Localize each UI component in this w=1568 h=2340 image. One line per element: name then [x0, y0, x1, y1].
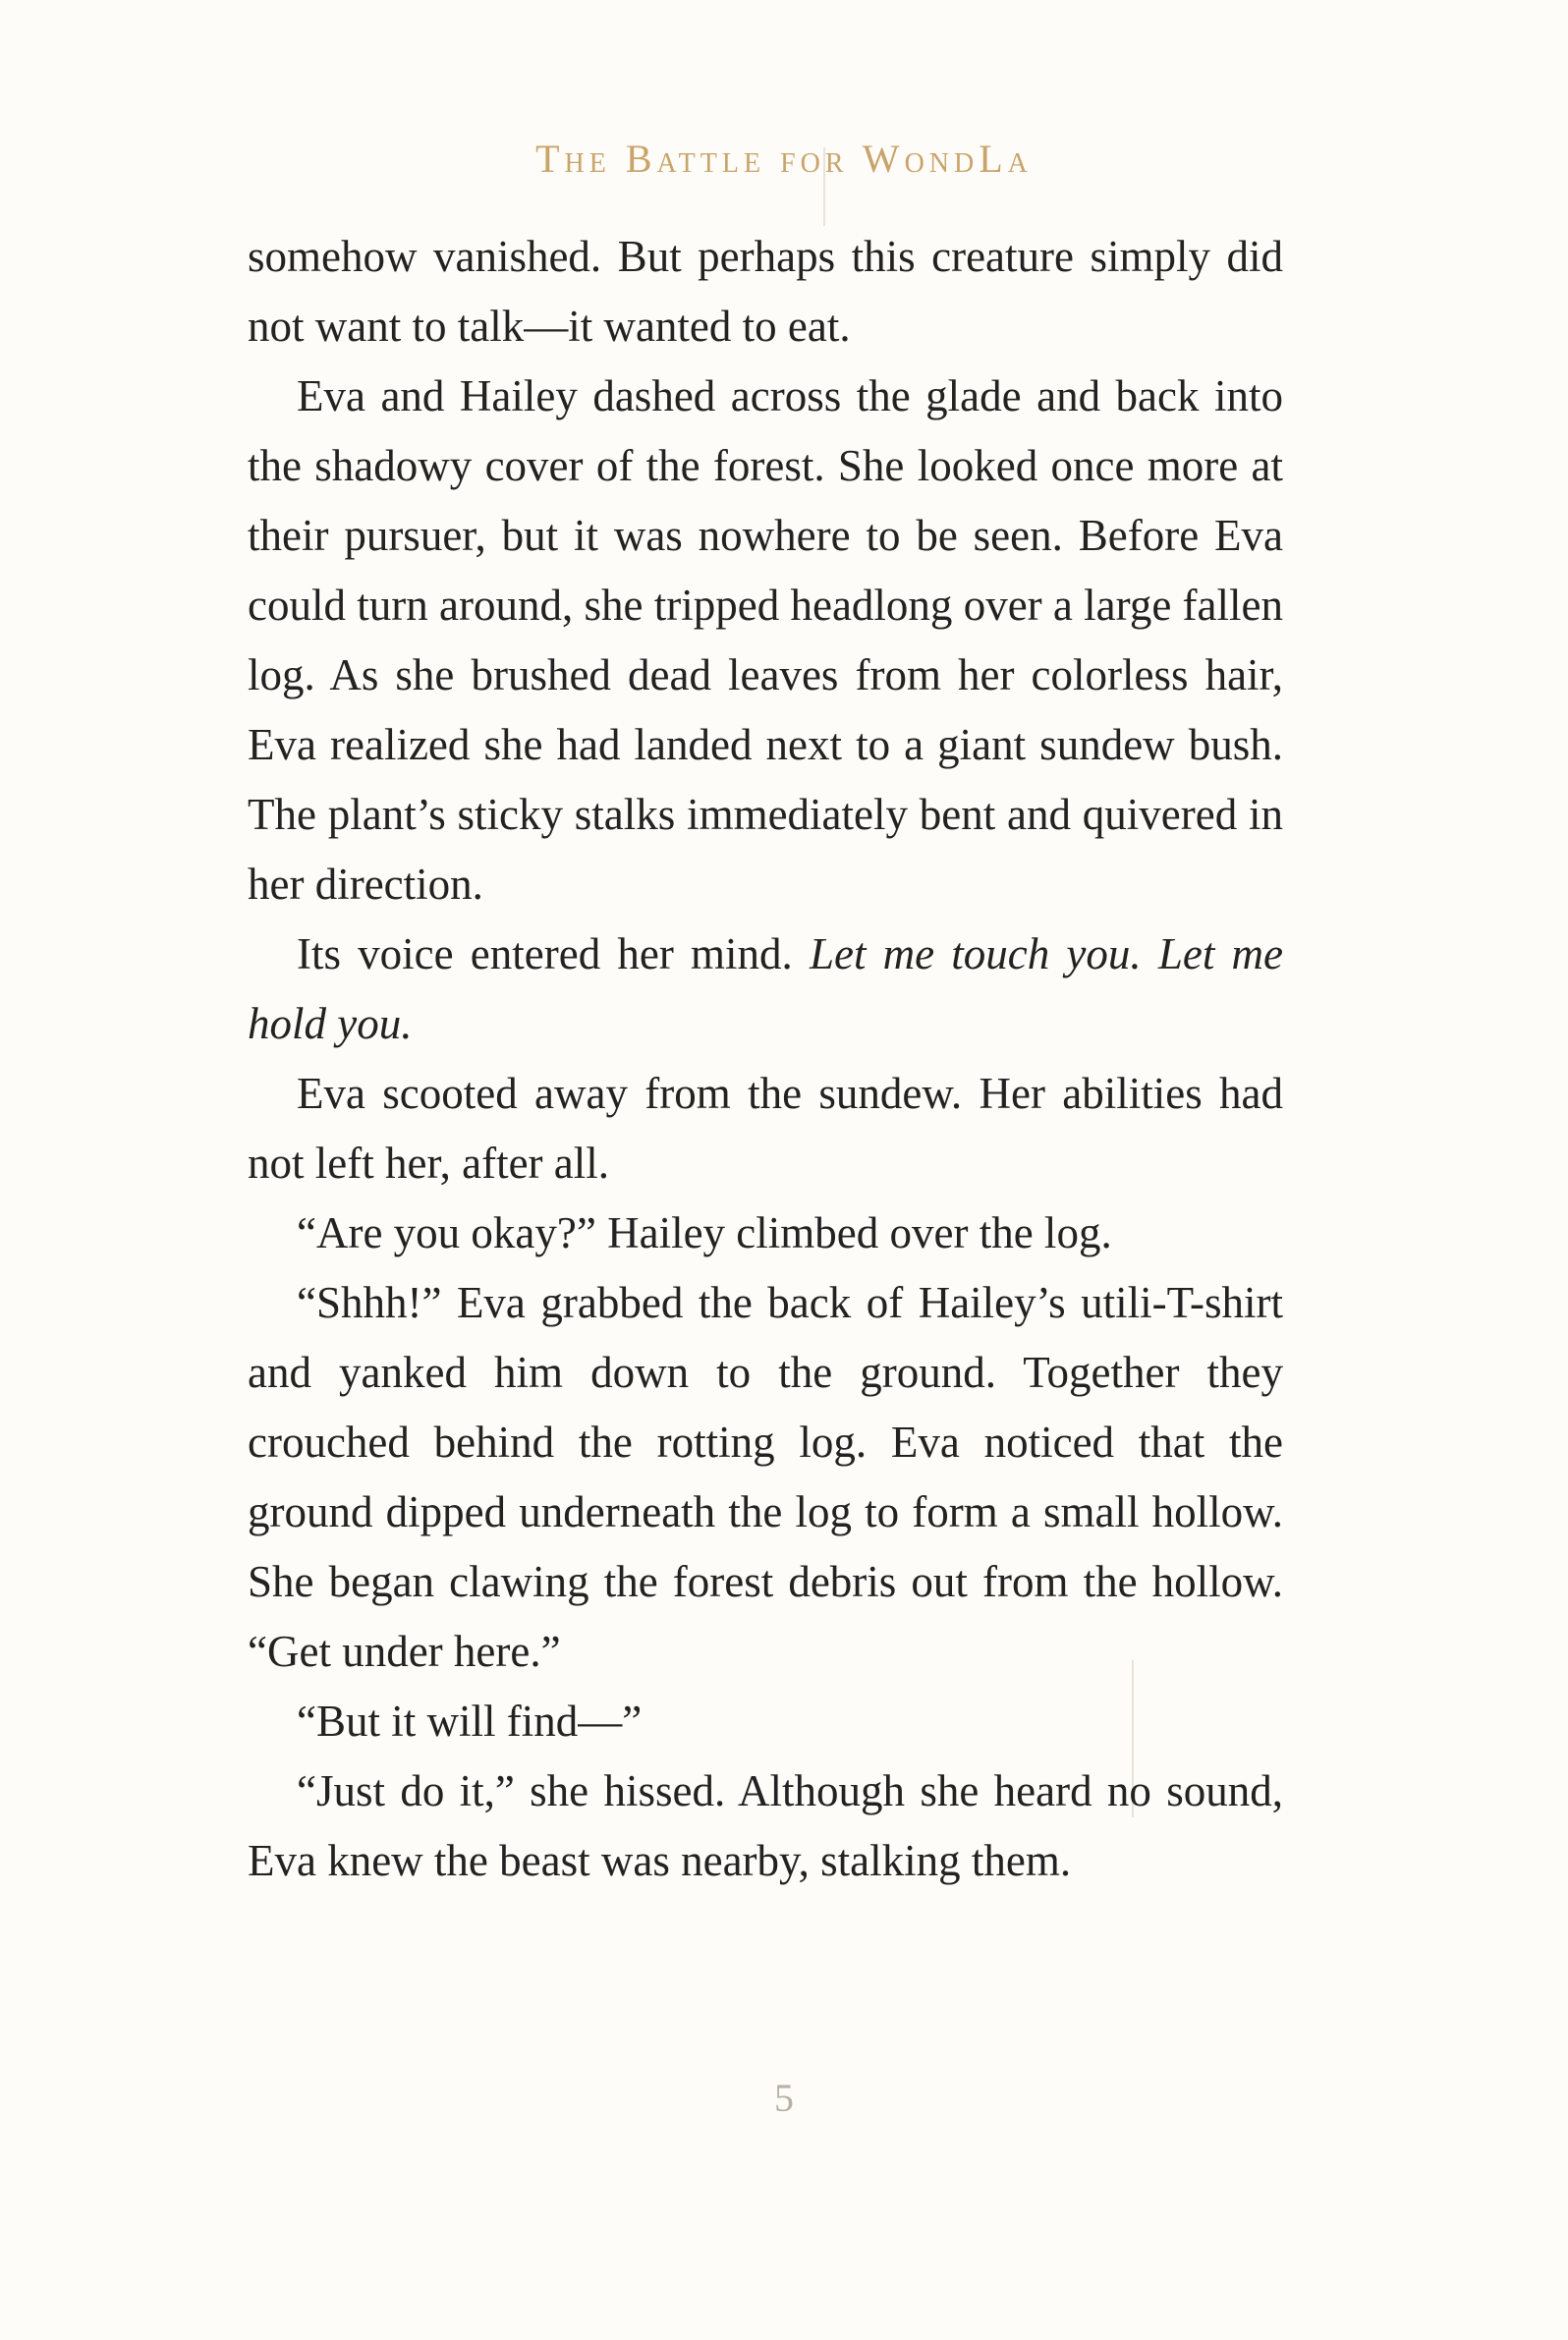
paragraph: somehow vanished. But perhaps this creature simply did not want to talk—it wanted to eat.: [248, 232, 1283, 351]
paragraph: Eva scooted away from the sundew. Her abilities had not left her, after all.: [248, 1069, 1283, 1188]
italic-thought: Let me touch you. Let me hold you.: [248, 929, 1283, 1048]
paragraph: “Just do it,” she hissed. Although she heard no sound, Eva knew the beast was nearby, stalking them.: [248, 1766, 1283, 1885]
paragraph: “But it will find—”: [297, 1697, 643, 1746]
paragraph: Eva and Hailey dashed across the glade and back into the shadowy cover of the forest. She looked once more at their pursuer, but it was nowhere to be seen. Before Eva could turn around, she tripped headlong over a large fallen log. As she brushed dead leaves from her colorless hair, Eva realized she had landed next to a giant sundew bush. The plant’s sticky stalks immediately bent and quivered in her direction.: [248, 371, 1283, 909]
paragraph: “Are you okay?” Hailey climbed over the log.: [297, 1208, 1112, 1257]
paragraph: “Shhh!” Eva grabbed the back of Hailey’s utili-T-shirt and yanked him down to the ground. Together they crouched behind the rotting log. Eva noticed that the ground dipped underneath the log to form a small hollow. She began clawing the forest debris out from the hollow. “Get under here.”: [248, 1278, 1283, 1676]
running-head: The Battle for WondLa: [535, 137, 1033, 181]
paragraph: [248, 919, 1283, 1059]
body-text: [248, 222, 1283, 1896]
paragraph-text: Its voice entered her mind.: [297, 929, 810, 978]
page-number: 5: [774, 2076, 794, 2120]
